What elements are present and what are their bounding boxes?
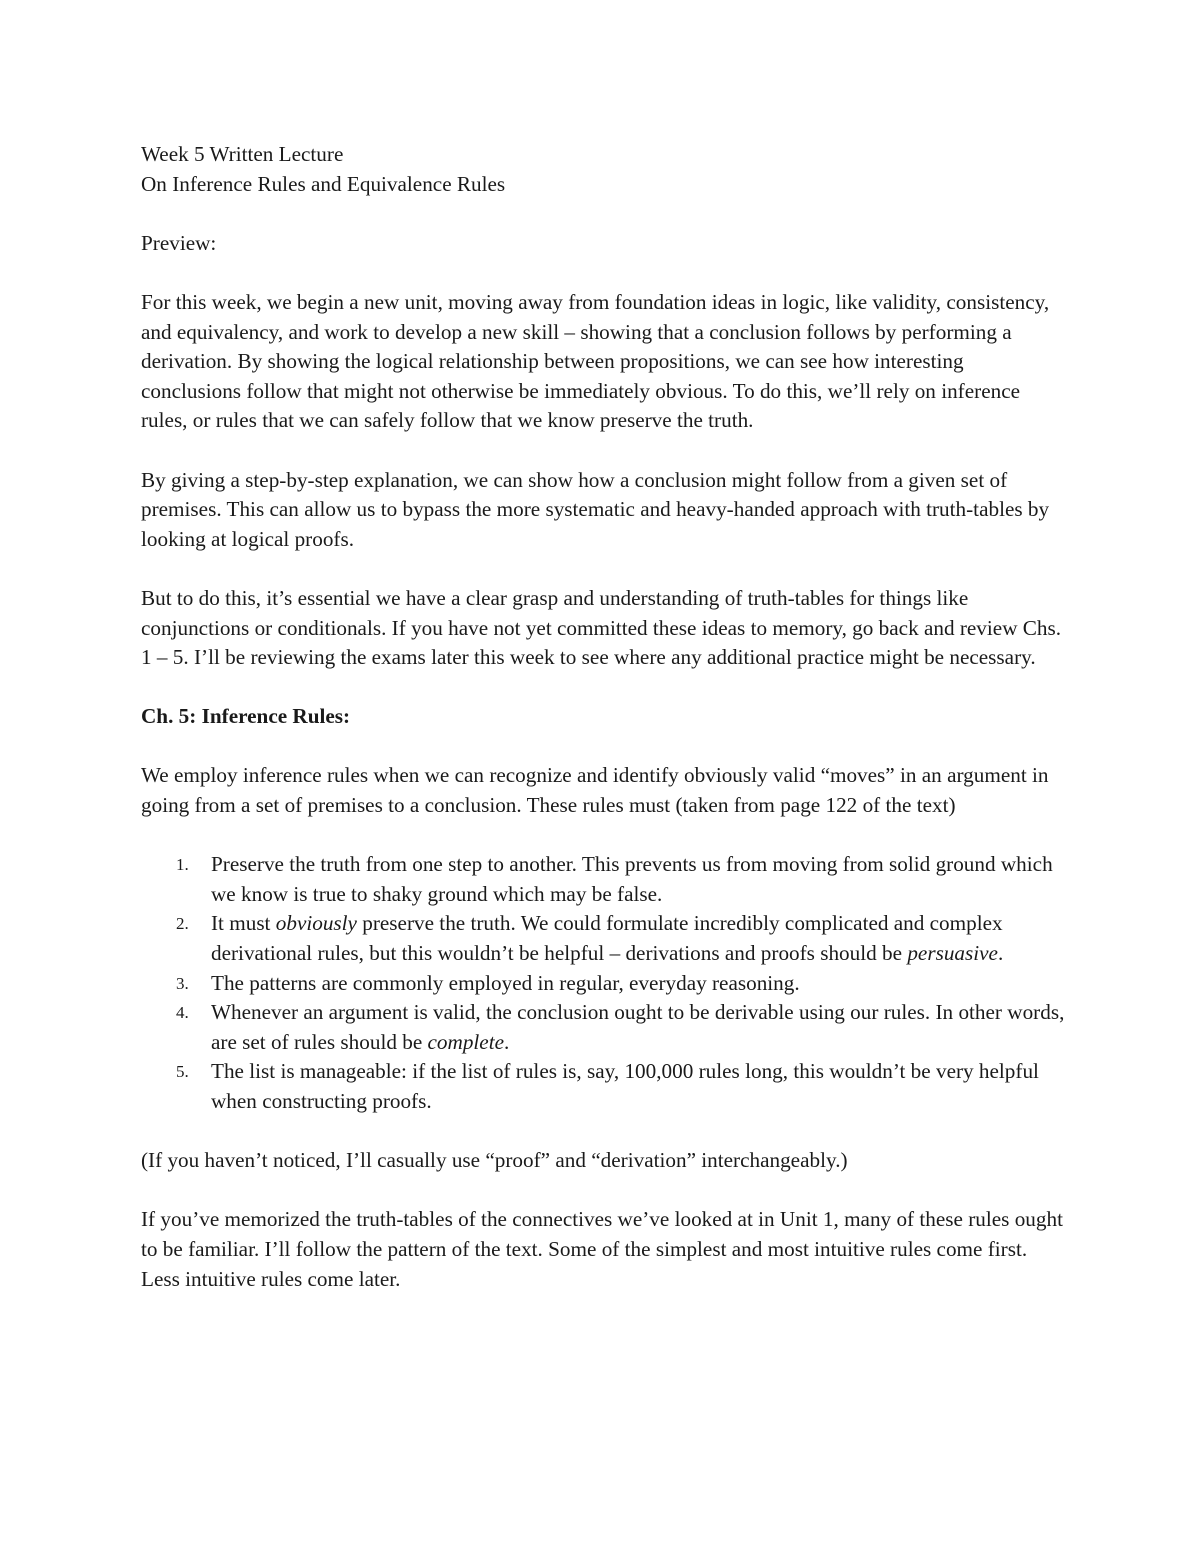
rules-requirements-list xyxy=(141,850,1066,1116)
paragraph-memorized: If you’ve memorized the truth-tables of the connectives we’ve looked at in Unit 1, many of these rules ought to be familiar. I’ll follow the pattern of the text. Some of the simplest and most intuitive rules come first. Less intuitive rules come later. xyxy=(141,1207,1063,1291)
list-number: 1. xyxy=(176,855,189,875)
paragraph-intro: For this week, we begin a new unit, moving away from foundation ideas in logic, like validity, consistency, and equivalency, and work to develop a new skill – showing that a conclusion follows by performing a derivation. By showing the logical relationship between propositions, we can see how interesting conclusions follow that might not otherwise be immediately obvious. To do this, we’ll rely on inference rules, or rules that we can safely follow that we know preserve the truth. xyxy=(141,289,1050,433)
document-page xyxy=(141,140,1066,1294)
paragraph-inference-rules: We employ inference rules when we can recognize and identify obviously valid “moves” in an argument in going from a set of premises to a conclusion. These rules must (taken from page 122 of the text) xyxy=(141,763,1049,818)
list-item xyxy=(141,850,1066,909)
list-item xyxy=(141,969,1066,999)
list-item-text: . xyxy=(997,941,1004,966)
list-item-text: . xyxy=(504,1029,510,1054)
paragraph-proof-note: (If you haven’t noticed, I’ll casually use “proof” and “derivation” interchangeably.) xyxy=(141,1148,848,1173)
emphasis-complete: complete xyxy=(427,1029,505,1054)
list-number: 4. xyxy=(176,1003,189,1023)
emphasis-obviously: obviously xyxy=(275,911,357,936)
paragraph-truth-tables: But to do this, it’s essential we have a clear grasp and understanding of truth-tables for things like conjunctions or conditionals. If you have not yet committed these ideas to memory, go back and review Chs. 1 – 5. I’ll be reviewing the exams later this week to see where any additional practice might be necessary. xyxy=(141,585,1062,670)
list-item xyxy=(141,909,1066,968)
paragraph-step-by-step: By giving a step-by-step explanation, we can show how a conclusion might follow from a given set of premises. This can allow us to bypass the more systematic and heavy-handed approach with truth-tables by looking at logical proofs. xyxy=(141,467,1050,551)
list-item-text: It must xyxy=(211,911,276,936)
preview-label: Preview: xyxy=(141,230,217,255)
document-subtitle: On Inference Rules and Equivalence Rules xyxy=(141,171,506,196)
list-item-text: The list is manageable: if the list of rules is, say, 100,000 rules long, this wouldn’t be very helpful when constructing proofs. xyxy=(211,1059,1039,1113)
list-item-text: The patterns are commonly employed in regular, everyday reasoning. xyxy=(211,970,800,995)
list-item xyxy=(141,1057,1066,1116)
list-item xyxy=(141,998,1066,1057)
section-heading: Ch. 5: Inference Rules: xyxy=(141,704,351,729)
list-item-text: preserve the truth. We could formulate incredibly complicated and complex derivational rules, but this wouldn’t be helpful – derivations and proofs should be xyxy=(211,911,1003,966)
document-title: Week 5 Written Lecture xyxy=(141,142,344,166)
list-number: 2. xyxy=(176,914,189,934)
list-number: 3. xyxy=(176,973,189,993)
list-number: 5. xyxy=(176,1062,189,1082)
list-item-text: Whenever an argument is valid, the conclusion ought to be derivable using our rules. In other words, are set of rules should be xyxy=(211,1000,1065,1054)
list-item-text: Preserve the truth from one step to another. This prevents us from moving from solid ground which we know is true to shaky ground which may be false. xyxy=(211,852,1053,906)
emphasis-persuasive: persuasive xyxy=(907,941,998,966)
